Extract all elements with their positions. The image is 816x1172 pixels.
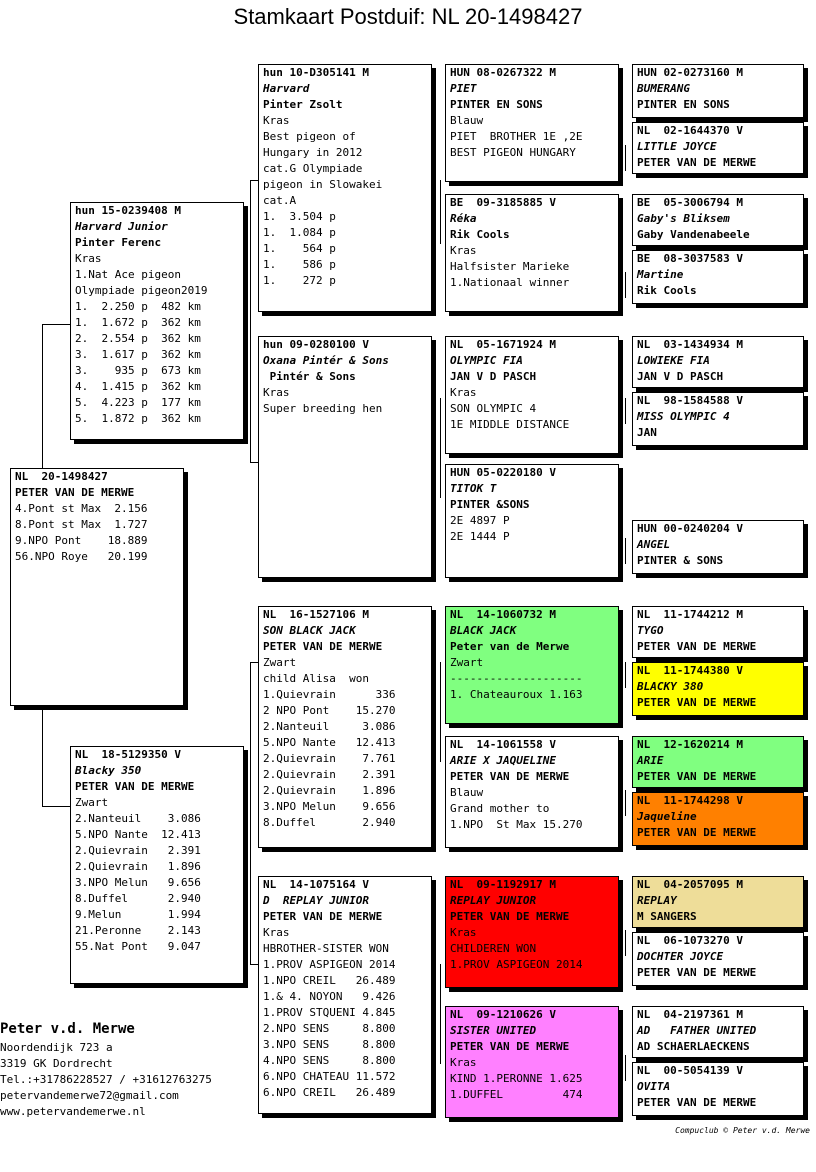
detail-line: Zwart <box>75 796 109 809</box>
pedigree-card-subject[interactable] <box>10 468 184 706</box>
detail-line: Blauw <box>450 114 484 127</box>
detail-line: BEST PIGEON HUNGARY <box>450 146 576 159</box>
ring-number: NL 11-1744212 M <box>637 608 743 621</box>
detail-line: child Alisa won <box>263 672 369 685</box>
detail-line: Best pigeon of <box>263 130 356 143</box>
ring-number: NL 14-1075164 V <box>263 878 369 891</box>
pedigree-card-g8[interactable] <box>632 520 804 574</box>
detail-line: Blauw <box>450 786 484 799</box>
detail-line: 1.NPO CREIL 26.489 <box>263 974 396 987</box>
ring-number: NL 11-1744298 V <box>637 794 743 807</box>
detail-line: Kras <box>450 386 477 399</box>
detail-line: 5. 4.223 p 177 km <box>75 396 201 409</box>
detail-line: 1.NPO St Max 15.270 <box>450 818 583 831</box>
pigeon-name: ARIE <box>637 754 664 767</box>
pedigree-card-g4[interactable] <box>632 250 804 304</box>
detail-line: 1E MIDDLE DISTANCE <box>450 418 570 431</box>
ring-number: HUN 02-0273160 M <box>637 66 743 79</box>
detail-line: 2.NPO SENS 8.800 <box>263 1022 396 1035</box>
detail-line: Hungary in 2012 <box>263 146 363 159</box>
owner-name: PETER VAN DE MERWE <box>637 1096 757 1109</box>
detail-line: 21.Peronne 2.143 <box>75 924 201 937</box>
detail-line: Kras <box>263 386 290 399</box>
detail-line: 8.Duffel 2.940 <box>75 892 201 905</box>
pigeon-name: OVITA <box>637 1080 671 1093</box>
owner-name: PETER VAN DE MERWE <box>637 696 757 709</box>
owner-name: JAN <box>637 426 657 439</box>
connector <box>42 806 70 807</box>
pigeon-name: Martine <box>637 268 684 281</box>
detail-line: -------------------- <box>450 672 583 685</box>
pigeon-name: REPLAY <box>637 894 677 907</box>
connector <box>625 398 626 424</box>
pigeon-name: SON BLACK JACK <box>263 624 356 637</box>
owner-name: Peter van de Merwe <box>450 640 570 653</box>
owner-name: PETER VAN DE MERWE <box>637 966 757 979</box>
detail-line: Halfsister Marieke <box>450 260 570 273</box>
ring-number: HUN 05-0220180 V <box>450 466 556 479</box>
pedigree-card-sds[interactable] <box>445 336 619 454</box>
pedigree-card-g13[interactable] <box>632 876 804 928</box>
detail-line: 1.Nationaal winner <box>450 276 570 289</box>
owner-name: Rik Cools <box>637 284 697 297</box>
detail-line: 8.Duffel 2.940 <box>263 816 396 829</box>
pigeon-name: Harvard Junior <box>75 220 168 233</box>
pigeon-name: BLACKY 380 <box>637 680 704 693</box>
pedigree-card-g5[interactable] <box>632 336 804 388</box>
detail-line: 2.Quievrain 2.391 <box>263 768 396 781</box>
connector <box>625 790 626 816</box>
detail-line: pigeon in Slowakei <box>263 178 383 191</box>
pedigree-card-ddd[interactable] <box>445 1006 619 1118</box>
detail-line: 6.NPO CREIL 26.489 <box>263 1086 396 1099</box>
owner-name: Pintér & Sons <box>263 370 356 383</box>
pigeon-name: PIET <box>450 82 477 95</box>
ring-number: NL 12-1620214 M <box>637 738 743 751</box>
owner-name: AD SCHAERLAECKENS <box>637 1040 750 1053</box>
pigeon-name: AD FATHER UNITED <box>637 1024 757 1037</box>
pedigree-card-g16[interactable] <box>632 1062 804 1116</box>
pedigree-card-g6[interactable] <box>632 392 804 446</box>
pedigree-card-dss[interactable] <box>445 606 619 724</box>
owner-name: PETER VAN DE MERWE <box>637 640 757 653</box>
detail-line: 2.Nanteuil 3.086 <box>75 812 201 825</box>
owner-name: JAN V D PASCH <box>637 370 724 383</box>
connector <box>250 462 258 463</box>
detail-line: 2.Quievrain 1.896 <box>75 860 201 873</box>
detail-line: Kras <box>263 114 290 127</box>
detail-line: 9.Melun 1.994 <box>75 908 201 921</box>
detail-line: Kras <box>450 926 477 939</box>
ring-number: NL 06-1073270 V <box>637 934 743 947</box>
owner-name: PINTER & SONS <box>637 554 724 567</box>
detail-line: 5.NPO Nante 12.413 <box>263 736 396 749</box>
pedigree-card-g3[interactable] <box>632 194 804 246</box>
detail-line: Grand mother to <box>450 802 550 815</box>
detail-line: 4.NPO SENS 8.800 <box>263 1054 396 1067</box>
ring-number: NL 04-2197361 M <box>637 1008 743 1021</box>
owner-name: PETER VAN DE MERWE <box>637 770 757 783</box>
owner-name: M SANGERS <box>637 910 697 923</box>
detail-line: 1. 1.672 p 362 km <box>75 316 201 329</box>
website-link[interactable]: www.petervandemerwe.nl <box>0 1105 146 1118</box>
connector <box>250 964 258 965</box>
phone-line: Tel.:+31786228527 / +31612763275 <box>0 1073 212 1086</box>
ring-number: hun 15-0239408 M <box>75 204 181 217</box>
pedigree-card-g15[interactable] <box>632 1006 804 1058</box>
detail-line: cat.A <box>263 194 297 207</box>
email-link[interactable]: petervandemerwe72@gmail.com <box>0 1089 179 1102</box>
detail-line: 5. 1.872 p 362 km <box>75 412 201 425</box>
breeder-contact <box>0 1018 212 1120</box>
detail-line: 2 NPO Pont 15.270 <box>263 704 396 717</box>
pigeon-name: MISS OLYMPIC 4 <box>637 410 730 423</box>
pedigree-card-g2[interactable] <box>632 122 804 174</box>
owner-name: PETER VAN DE MERWE <box>450 1040 570 1053</box>
connector <box>440 662 441 762</box>
detail-line: 1. 272 p <box>263 274 336 287</box>
pigeon-name: ARIE X JAQUELINE <box>450 754 556 767</box>
connector <box>625 1055 626 1081</box>
pigeon-name: ANGEL <box>637 538 671 551</box>
connector <box>440 180 441 244</box>
detail-line: 3.NPO Melun 9.656 <box>263 800 396 813</box>
detail-line: 1.PROV STQUENI 4.845 <box>263 1006 396 1019</box>
pedigree-card-dds[interactable] <box>445 876 619 988</box>
detail-line: 1.PROV ASPIGEON 2014 <box>450 958 583 971</box>
ring-number: hun 09-0280100 V <box>263 338 369 351</box>
connector <box>250 180 258 181</box>
detail-line: 8.Pont st Max 1.727 <box>15 518 148 531</box>
pedigree-card-sire-sire[interactable] <box>258 64 432 312</box>
owner-name: Gaby Vandenabeele <box>637 228 750 241</box>
owner-name: PETER VAN DE MERWE <box>263 640 383 653</box>
detail-line: 1.Nat Ace pigeon <box>75 268 181 281</box>
detail-line: 1. 2.250 p 482 km <box>75 300 201 313</box>
detail-line: 6.NPO CHATEAU 11.572 <box>263 1070 396 1083</box>
connector <box>250 180 251 462</box>
detail-line: 3.NPO Melun 9.656 <box>75 876 201 889</box>
page-title: Stamkaart Postduif: NL 20-1498427 <box>233 4 583 29</box>
pedigree-card-g12[interactable] <box>632 792 804 846</box>
ring-number: NL 00-5054139 V <box>637 1064 743 1077</box>
ring-number: NL 14-1061558 V <box>450 738 556 751</box>
pedigree-card-g14[interactable] <box>632 932 804 986</box>
pigeon-name: BUMERANG <box>637 82 690 95</box>
pigeon-name: TYGO <box>637 624 664 637</box>
address-line: Noordendijk 723 a <box>0 1041 113 1054</box>
owner-name: PETER VAN DE MERWE <box>15 486 135 499</box>
detail-line: 3.NPO SENS 8.800 <box>263 1038 396 1051</box>
ring-number: NL 20-1498427 <box>15 470 108 483</box>
detail-line: Zwart <box>450 656 484 669</box>
pigeon-name: LITTLE JOYCE <box>637 140 717 153</box>
ring-number: NL 05-1671924 M <box>450 338 556 351</box>
pedigree-card-dam-sire[interactable] <box>258 606 432 848</box>
detail-line: 1.DUFFEL 474 <box>450 1088 583 1101</box>
connector <box>440 964 441 1064</box>
detail-line: 2.Quievrain 1.896 <box>263 784 396 797</box>
pedigree-card-g11[interactable] <box>632 736 804 788</box>
detail-line: 1. 3.504 p <box>263 210 336 223</box>
owner-name: PETER VAN DE MERWE <box>637 826 757 839</box>
city-line: 3319 GK Dordrecht <box>0 1057 113 1070</box>
detail-line: 2.Nanteuil 3.086 <box>263 720 396 733</box>
detail-line: 2E 1444 P <box>450 530 510 543</box>
ring-number: NL 18-5129350 V <box>75 748 181 761</box>
pedigree-card-ssd[interactable] <box>445 194 619 312</box>
detail-line: Kras <box>263 926 290 939</box>
breeder-name: Peter v.d. Merwe <box>0 1021 135 1037</box>
connector <box>625 538 626 564</box>
owner-name: PINTER EN SONS <box>637 98 730 111</box>
pedigree-card-g10[interactable] <box>632 662 804 716</box>
ring-number: NL 04-2057095 M <box>637 878 743 891</box>
detail-line: 1. Chateauroux 1.163 <box>450 688 583 701</box>
detail-line: Kras <box>75 252 102 265</box>
pedigree-card-sire-dam[interactable] <box>258 336 432 578</box>
pedigree-card-sss[interactable] <box>445 64 619 182</box>
pigeon-name: Réka <box>450 212 477 225</box>
ring-number: NL 02-1644370 V <box>637 124 743 137</box>
detail-line: 4. 1.415 p 362 km <box>75 380 201 393</box>
detail-line: 5.NPO Nante 12.413 <box>75 828 201 841</box>
detail-line: Zwart <box>263 656 297 669</box>
detail-line: 3. 935 p 673 km <box>75 364 201 377</box>
pedigree-card-dam[interactable] <box>70 746 244 984</box>
detail-line: 2. 2.554 p 362 km <box>75 332 201 345</box>
detail-line: 9.NPO Pont 18.889 <box>15 534 148 547</box>
detail-line: SON OLYMPIC 4 <box>450 402 537 415</box>
detail-line: 1. 1.084 p <box>263 226 336 239</box>
pigeon-name: LOWIEKE FIA <box>637 354 710 367</box>
detail-line: 56.NPO Roye 20.199 <box>15 550 148 563</box>
ring-number: HUN 00-0240204 V <box>637 522 743 535</box>
pedigree-card-dam-dam[interactable] <box>258 876 432 1114</box>
connector <box>625 272 626 298</box>
connector <box>625 145 626 171</box>
owner-name: JAN V D PASCH <box>450 370 537 383</box>
owner-name: PETER VAN DE MERWE <box>637 156 757 169</box>
detail-line: 1.PROV ASPIGEON 2014 <box>263 958 396 971</box>
pigeon-name: Gaby's Bliksem <box>637 212 730 225</box>
owner-name: PETER VAN DE MERWE <box>450 910 570 923</box>
detail-line: Kras <box>450 244 477 257</box>
connector <box>625 662 626 688</box>
owner-name: PETER VAN DE MERWE <box>263 910 383 923</box>
detail-line: HBROTHER-SISTER WON <box>263 942 389 955</box>
detail-line: 2E 4897 P <box>450 514 510 527</box>
ring-number: BE 05-3006794 M <box>637 196 743 209</box>
pedigree-card-dsd[interactable] <box>445 736 619 848</box>
owner-name: Pinter Ferenc <box>75 236 162 249</box>
detail-line: PIET BROTHER 1E ,2E <box>450 130 583 143</box>
owner-name: Rik Cools <box>450 228 510 241</box>
pigeon-name: Oxana Pintér & Sons <box>263 354 389 367</box>
pedigree-card-sdd[interactable] <box>445 464 619 578</box>
pigeon-name: SISTER UNITED <box>450 1024 537 1037</box>
detail-line: 1.& 4. NOYON 9.426 <box>263 990 396 1003</box>
pigeon-name: D REPLAY JUNIOR <box>263 894 369 907</box>
detail-line: Super breeding hen <box>263 402 383 415</box>
ring-number: NL 09-1192917 M <box>450 878 556 891</box>
connector <box>42 324 70 325</box>
pigeon-name: TITOK T <box>450 482 497 495</box>
detail-line: 4.Pont st Max 2.156 <box>15 502 148 515</box>
connector <box>42 706 43 806</box>
pigeon-name: REPLAY JUNIOR <box>450 894 537 907</box>
ring-number: NL 16-1527106 M <box>263 608 369 621</box>
ring-number: BE 08-3037583 V <box>637 252 743 265</box>
detail-line: Kras <box>450 1056 477 1069</box>
ring-number: NL 03-1434934 M <box>637 338 743 351</box>
detail-line: KIND 1.PERONNE 1.625 <box>450 1072 583 1085</box>
connector <box>250 662 258 663</box>
detail-line: 2.Quievrain 7.761 <box>263 752 396 765</box>
pigeon-name: DOCHTER JOYCE <box>637 950 724 963</box>
owner-name: PINTER &SONS <box>450 498 530 511</box>
detail-line: 3. 1.617 p 362 km <box>75 348 201 361</box>
ring-number: NL 14-1060732 M <box>450 608 556 621</box>
owner-name: PINTER EN SONS <box>450 98 543 111</box>
detail-line: 55.Nat Pont 9.047 <box>75 940 201 953</box>
pedigree-card-g1[interactable] <box>632 64 804 118</box>
detail-line: 2.Quievrain 2.391 <box>75 844 201 857</box>
connector <box>625 930 626 956</box>
detail-line: 1. 564 p <box>263 242 336 255</box>
pigeon-name: Harvard <box>263 82 310 95</box>
detail-line: 1.Quievrain 336 <box>263 688 396 701</box>
detail-line: 1. 586 p <box>263 258 336 271</box>
pigeon-name: OLYMPIC FIA <box>450 354 523 367</box>
pigeon-name: Blacky 350 <box>75 764 142 777</box>
connector <box>440 398 441 498</box>
connector <box>250 662 251 964</box>
software-credit: Compuclub © Peter v.d. Merwe <box>675 1126 810 1135</box>
owner-name: PETER VAN DE MERWE <box>450 770 570 783</box>
pigeon-name: Jaqueline <box>637 810 697 823</box>
ring-number: NL 11-1744380 V <box>637 664 743 677</box>
ring-number: HUN 08-0267322 M <box>450 66 556 79</box>
detail-line: CHILDEREN WON <box>450 942 537 955</box>
pigeon-name: BLACK JACK <box>450 624 517 637</box>
pedigree-card-sire[interactable] <box>70 202 244 440</box>
connector <box>42 324 43 470</box>
ring-number: NL 98-1584588 V <box>637 394 743 407</box>
owner-name: PETER VAN DE MERWE <box>75 780 195 793</box>
pedigree-card-g9[interactable] <box>632 606 804 658</box>
ring-number: hun 10-D305141 M <box>263 66 369 79</box>
ring-number: NL 09-1210626 V <box>450 1008 556 1021</box>
detail-line: Olympiade pigeon2019 <box>75 284 208 297</box>
owner-name: Pinter Zsolt <box>263 98 343 111</box>
detail-line: cat.G Olympiade <box>263 162 363 175</box>
ring-number: BE 09-3185885 V <box>450 196 556 209</box>
